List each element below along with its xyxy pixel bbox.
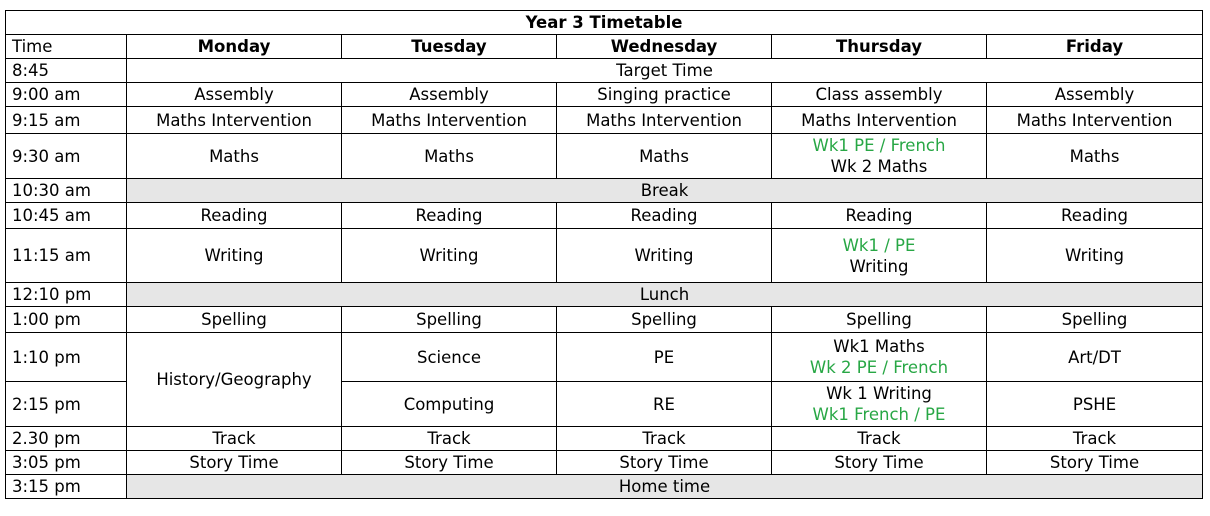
lesson-cell [772,229,987,283]
header-time: Time [6,35,127,59]
table-row [6,229,1203,283]
lesson-cell: Track [557,427,772,451]
time-cell: 1:10 pm [6,333,127,382]
table-row [6,203,1203,229]
lesson-cell: Maths [127,134,342,179]
lesson-text: Writing [849,256,909,276]
lesson-cell: Assembly [127,83,342,107]
lesson-text: Wk 1 Writing [826,384,932,403]
header-tuesday: Tuesday [342,35,557,59]
lesson-cell: Reading [557,203,772,229]
timetable-title: Year 3 Timetable [6,11,1203,35]
alternate-week-text: Wk 2 PE / French [809,358,949,377]
alternate-week-text: Wk1 French / PE [812,405,946,424]
lunch-cell: Lunch [127,283,1203,307]
table-row [6,134,1203,179]
lesson-cell [772,333,987,382]
lesson-text: Wk1 Maths [833,337,925,356]
lesson-cell: Spelling [557,307,772,333]
lesson-cell: Assembly [342,83,557,107]
lesson-cell: PSHE [987,382,1203,427]
break-cell: Break [127,179,1203,203]
table-row [6,307,1203,333]
lesson-cell: Class assembly [772,83,987,107]
lesson-cell: Maths Intervention [772,107,987,134]
lesson-cell: Maths [557,134,772,179]
time-cell: 9:15 am [6,107,127,134]
lesson-cell: Writing [127,229,342,283]
lesson-cell: Singing practice [557,83,772,107]
lesson-cell: Track [127,427,342,451]
lesson-cell: Maths [987,134,1203,179]
lesson-cell: RE [557,382,772,427]
lesson-cell: Art/DT [987,333,1203,382]
header-friday: Friday [987,35,1203,59]
time-cell: 9:30 am [6,134,127,179]
table-row [6,333,1203,382]
lesson-cell: Story Time [342,451,557,475]
lesson-cell: Writing [557,229,772,283]
lesson-cell: Track [342,427,557,451]
table-row [6,83,1203,107]
lesson-cell: Track [987,427,1203,451]
lesson-cell: Story Time [772,451,987,475]
header-monday: Monday [127,35,342,59]
lesson-cell: Science [342,333,557,382]
time-cell: 10:45 am [6,203,127,229]
lesson-cell [772,382,987,427]
lesson-cell: Spelling [127,307,342,333]
lesson-cell: Story Time [557,451,772,475]
alternate-week-text: Wk1 / PE [842,235,916,255]
lesson-cell: Maths Intervention [557,107,772,134]
lesson-cell: Writing [342,229,557,283]
table-row [6,451,1203,475]
time-cell: 8:45 [6,59,127,83]
time-cell: 2:15 pm [6,382,127,427]
table-row [6,475,1203,499]
title-row [6,11,1203,35]
time-cell: 10:30 am [6,179,127,203]
lesson-cell: Story Time [987,451,1203,475]
time-cell: 1:00 pm [6,307,127,333]
table-row [6,283,1203,307]
lesson-cell: History/Geography [127,333,342,427]
lesson-cell: Spelling [987,307,1203,333]
alternate-week-text: Wk1 PE / French [812,136,946,155]
lesson-cell: Computing [342,382,557,427]
timetable [5,10,1203,499]
lesson-cell: Assembly [987,83,1203,107]
time-cell: 12:10 pm [6,283,127,307]
lesson-cell: Spelling [772,307,987,333]
lesson-cell: Reading [987,203,1203,229]
lesson-cell [772,134,987,179]
header-row [6,35,1203,59]
lesson-cell: Maths Intervention [987,107,1203,134]
lesson-cell: Reading [127,203,342,229]
lesson-text: Wk 2 Maths [830,157,928,176]
header-thursday: Thursday [772,35,987,59]
time-cell: 2.30 pm [6,427,127,451]
lesson-cell: Maths [342,134,557,179]
time-cell: 3:05 pm [6,451,127,475]
time-cell: 9:00 am [6,83,127,107]
lesson-cell: Reading [772,203,987,229]
time-cell: 11:15 am [6,229,127,283]
table-row [6,427,1203,451]
table-row [6,59,1203,83]
home-time-cell: Home time [127,475,1203,499]
header-wednesday: Wednesday [557,35,772,59]
time-cell: 3:15 pm [6,475,127,499]
lesson-cell: Maths Intervention [127,107,342,134]
full-width-cell: Target Time [127,59,1203,83]
lesson-cell: Story Time [127,451,342,475]
lesson-cell: Writing [987,229,1203,283]
lesson-cell: Reading [342,203,557,229]
lesson-cell: Track [772,427,987,451]
lesson-cell: PE [557,333,772,382]
lesson-cell: Maths Intervention [342,107,557,134]
lesson-cell: Spelling [342,307,557,333]
table-row [6,179,1203,203]
table-row [6,107,1203,134]
